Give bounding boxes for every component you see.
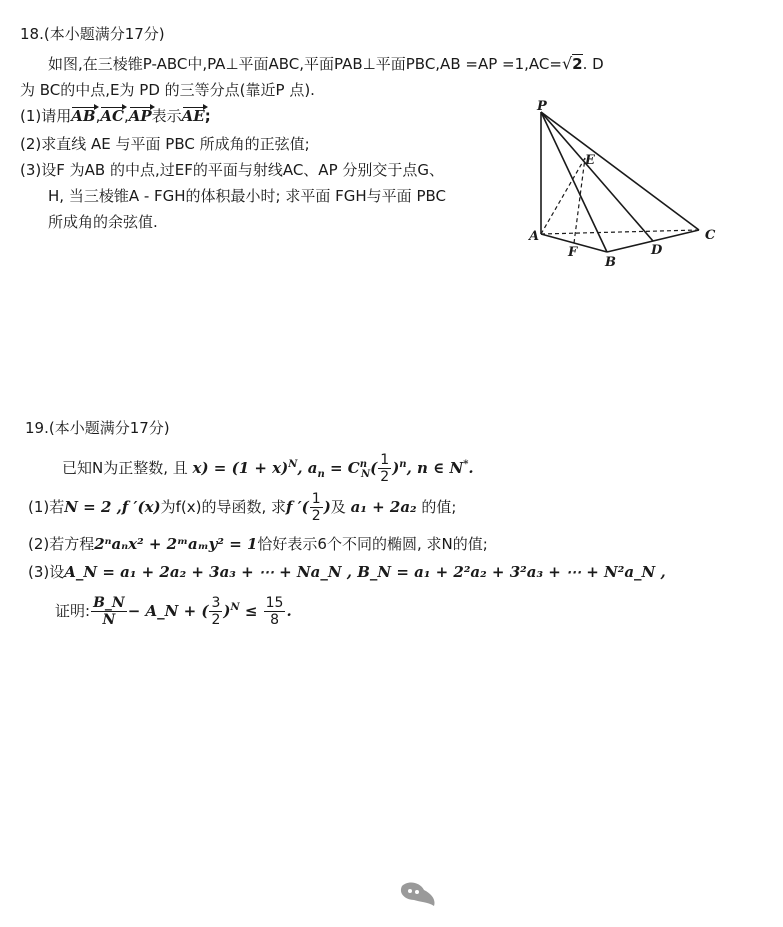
q19-part1-f: f ′(: [286, 498, 309, 516]
q19-stem-fraction: $\frac{1}{2}$: [380, 452, 390, 485]
q18-part1-suffix: ;: [204, 107, 211, 125]
q19-part1-suffix: 的值;: [421, 498, 457, 516]
q19-part2-suffix: 恰好表示6个不同的椭圆, 求N的值;: [257, 535, 488, 553]
label-p: P: [537, 99, 547, 114]
q19-proof-fraction3: $\frac{15}{8}$: [265, 595, 284, 628]
q19-proof-fraction2: $\frac{3}{2}$: [211, 595, 221, 628]
q19-part3: [28, 562, 666, 582]
q18-part1: (1)请用AB,AC,AP表示AE;: [20, 107, 211, 125]
q19-part1-cond: N = 2 ,f ′(x): [64, 498, 161, 516]
q19-func: $x) = (1 + x)^N$, $a_n = C^n_N$(: [192, 459, 378, 480]
q19-part1-prefix: (1)若: [28, 498, 65, 516]
q19-part1-f-close: ): [323, 498, 331, 516]
watermark-logo-icon: [398, 880, 438, 910]
vector-ae: AE: [181, 107, 205, 125]
segment-ae-hidden: [541, 158, 585, 234]
q19-proof-end: .: [286, 602, 292, 620]
q19-part1-fraction: $\frac{1}{2}$: [311, 491, 321, 524]
q18-part3-line2: H, 当三棱锥A - FGH的体积最小时; 求平面 FGH与平面 PBC: [48, 187, 446, 205]
q19-proof-pow: )$^N$ ≤: [223, 602, 263, 620]
label-f: F: [568, 245, 578, 260]
label-c: C: [705, 228, 716, 243]
q18-part2: (2)求直线 AE 与平面 PBC 所成角的正弦值;: [20, 135, 310, 153]
edge-pc: [541, 112, 699, 230]
vector-ac: AC: [100, 107, 124, 125]
q19-part1: [28, 490, 456, 524]
label-d: D: [651, 243, 663, 258]
label-e: E: [585, 153, 595, 168]
q19-proof: [55, 588, 292, 628]
q19-part2: [28, 534, 488, 554]
q19-part1-mid: 为f(x)的导函数, 求: [160, 498, 287, 516]
q18-part3-line1: (3)设F 为AB 的中点,过EF的平面与射线AC、AP 分别交于点G、: [20, 161, 445, 179]
edge-pb: [541, 112, 607, 252]
q19-part1-and: 及: [330, 498, 346, 516]
edge-ac-hidden: [541, 230, 699, 234]
sqrt-symbol: √: [561, 54, 573, 73]
q19-part1-expr: a₁ + 2a₂: [350, 498, 417, 516]
q18-part1-mid: 表示: [151, 107, 182, 125]
q19-part3-prefix: (3)设: [28, 563, 65, 581]
vector-ab: AB: [71, 107, 96, 125]
q18-stem-text: 如图,在三棱锥P-ABC中,PA⊥平面ABC,平面PAB⊥平面PBC,AB =AP =1,AC=: [48, 55, 562, 73]
q18-stem-line1: [48, 54, 604, 74]
q19-proof-mid: − A_N + (: [127, 602, 209, 620]
pyramid-diagram: [525, 98, 725, 268]
q18-stem-text-end: . D: [582, 55, 604, 73]
q18-part1-prefix: (1)请用: [20, 107, 72, 125]
q19-part2-equation: 2ⁿaₙx² + 2ᵐaₘy² = 1: [94, 535, 258, 553]
q18-part3-line3: 所成角的余弦值.: [48, 213, 158, 231]
q19-part2-prefix: (2)若方程: [28, 535, 95, 553]
q18-stem-line2: 为 BC的中点,E为 PD 的三等分点(靠近P 点).: [20, 81, 315, 99]
vector-ap: AP: [128, 107, 152, 125]
label-b: B: [605, 255, 616, 268]
q19-stem-prefix: 已知N为正整数, 且: [62, 459, 188, 477]
q19-func-tail: )$^n$, n ∈ N*.: [392, 459, 474, 477]
q18-sqrt-value: 2: [572, 55, 583, 73]
q18-header: 18.(本小题满分17分): [20, 25, 165, 43]
q19-stem: [62, 448, 474, 485]
q19-proof-fraction1: $\frac{B\_N}{N}$: [93, 595, 125, 628]
q19-proof-prefix: 证明:: [55, 602, 91, 620]
q19-part3-definition: A_N = a₁ + 2a₂ + 3a₃ + ⋯ + Na_N , B_N = a₁ + 2²a₂ + 3²a₃ + ⋯ + N²a_N ,: [64, 563, 666, 581]
q19-header: 19.(本小题满分17分): [25, 419, 170, 437]
label-a: A: [529, 229, 540, 244]
edge-pd: [541, 112, 653, 241]
